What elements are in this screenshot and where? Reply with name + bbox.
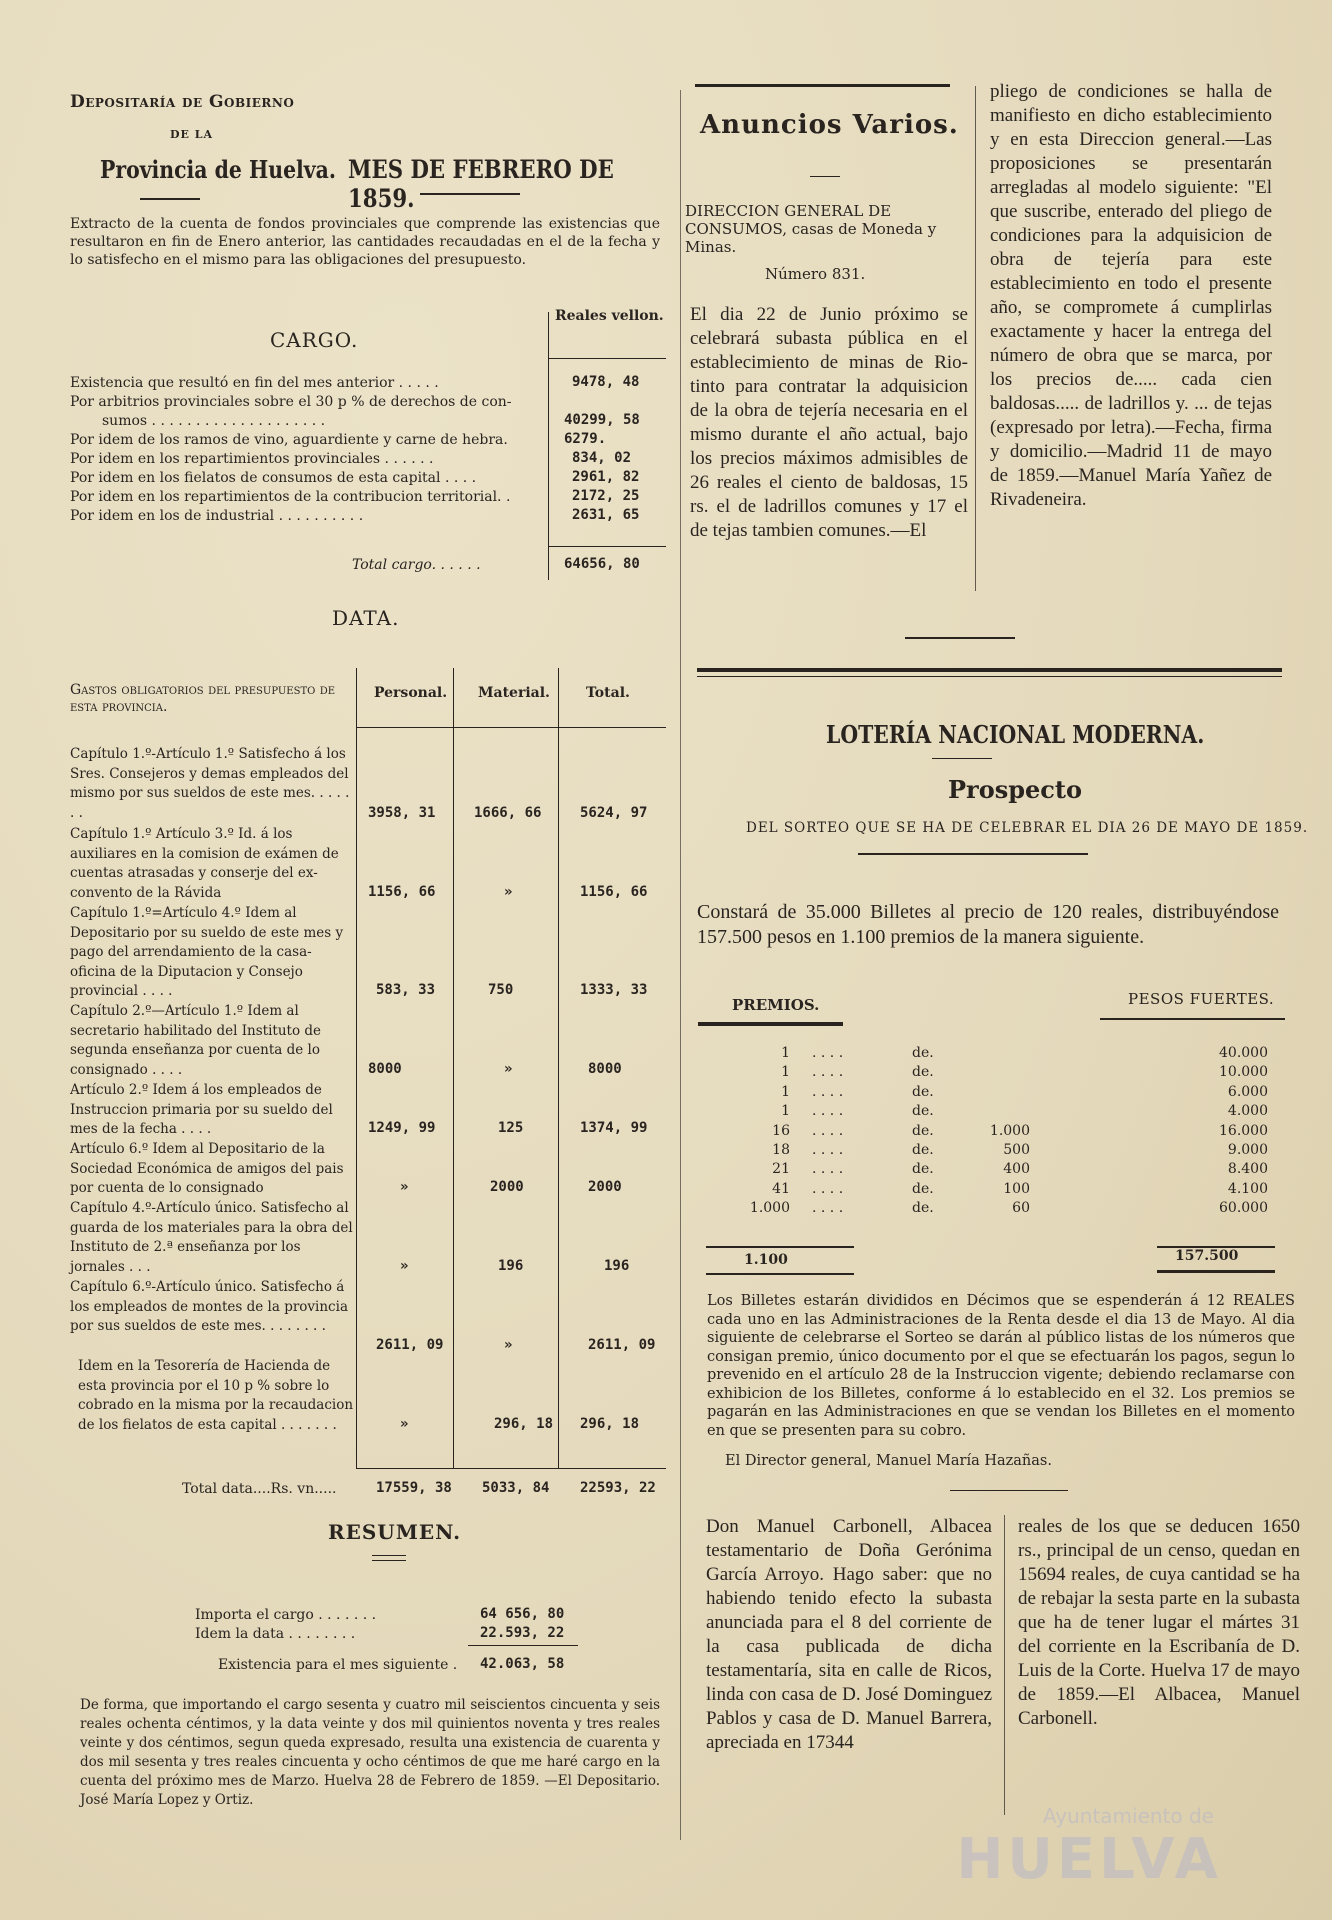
- prize-each: 500: [1003, 1142, 1030, 1158]
- prize-total: 10.000: [1219, 1064, 1268, 1080]
- prize-total: 60.000: [1219, 1200, 1268, 1216]
- prize-total: 4.100: [1227, 1181, 1268, 1197]
- cargo-row-value: 9478, 48: [572, 374, 640, 390]
- prize-count: 1: [781, 1064, 790, 1080]
- leader-dots: . . . .: [812, 1045, 844, 1061]
- prize-total: 8.400: [1227, 1161, 1268, 1177]
- cargo-row-value: 2961, 82: [572, 469, 640, 485]
- cargo-row-value: 2631, 65: [572, 507, 640, 523]
- resumen-data-value: 22.593, 22: [480, 1625, 565, 1641]
- prize-de: de.: [912, 1161, 934, 1177]
- depositaria-section: [70, 80, 670, 1840]
- leader-dots: . . . .: [812, 1084, 844, 1100]
- resumen-cargo-label: Importa el cargo . . . . . . .: [195, 1607, 377, 1623]
- cargo-row-label: Por arbitrios provinciales sobre el 30 p % de derechos de con-: [70, 394, 512, 410]
- data-row-total: 296, 18: [580, 1416, 640, 1432]
- prize-each: 400: [1003, 1161, 1030, 1177]
- cargo-col-header: Reales vellon.: [555, 308, 664, 324]
- data-row-label: Artículo 6.º Idem al Depositario de la Sociedad Económica de amigos del pais por cuenta de lo consignado: [70, 1141, 344, 1196]
- leader-dots: . . . .: [812, 1123, 844, 1139]
- data-row-label: Idem en la Tesorería de Hacienda de esta provincia por el 10 p % sobre lo cobrado en la misma por la recaudacion de los fielatos de esta capital . . . . . . .: [78, 1358, 354, 1433]
- data-row-personal: 1156, 66: [368, 884, 436, 900]
- leader-dots: . . . .: [812, 1181, 844, 1197]
- anuncios-title: Anuncios Varios.: [700, 110, 959, 140]
- cargo-row-value: 2172, 25: [572, 488, 640, 504]
- prize-total: 40.000: [1219, 1045, 1268, 1061]
- data-divider: [356, 668, 357, 1468]
- premios-header: PREMIOS.: [732, 996, 820, 1014]
- prize-each: 100: [1003, 1181, 1030, 1197]
- header-rule: [1100, 1018, 1285, 1020]
- provincia-heading: Provincia de Huelva.: [100, 155, 336, 184]
- ornament-rule: [905, 637, 1015, 639]
- data-row-label: Capítulo 1.º=Artículo 4.º Idem al Depositario por su sueldo de este mes y pago del arrendamiento de la casa-oficina de la Diputacion y Consejo provincial . . . .: [70, 905, 344, 999]
- depositaria-heading: Depositaría de Gobierno: [70, 92, 295, 112]
- data-total-material: 5033, 84: [482, 1480, 550, 1496]
- data-row-personal: »: [400, 1416, 409, 1432]
- anuncio-body-b: pliego de condiciones se halla de manifiesto en dicho establecimiento y en esta Direccion general.—Las proposiciones se presentarán arregladas al modelo siguiente: "El que suscribe, enterado del pliego de condiciones para la adquisicion de obra de tejería para este establecimiento en todo el presente año, se compromete á cumplirlas exactamente y hacer la entrega del número de obra que se marca, por los precios de..... cada cien baldosas..... de ladrillos y. ... de tejas (expresado por letra).—Fecha, firma y domicilio.—Madrid 11 de mayo de 1859.—Manuel María Yañez de Rivadeneira.: [990, 81, 1272, 510]
- loteria-signature: El Director general, Manuel María Hazañas.: [725, 1453, 1052, 1469]
- data-row-personal: 1249, 99: [368, 1120, 436, 1136]
- subcolumn-separator: [975, 86, 976, 591]
- data-row-material: 296, 18: [494, 1416, 554, 1432]
- section-rule: [697, 668, 1282, 672]
- header-rule: [356, 727, 666, 728]
- loteria-intro: Constará de 35.000 Billetes al precio de 120 reales, distribuyéndose 157.500 pesos en 1.100 premios de la manera siguiente.: [697, 901, 1279, 948]
- data-row-total: 1374, 99: [580, 1120, 648, 1136]
- data-row-total: 5624, 97: [580, 805, 648, 821]
- data-divider: [453, 668, 454, 1468]
- prize-count: 1: [781, 1045, 790, 1061]
- leader-dots: . . . .: [812, 1161, 844, 1177]
- prize-de: de.: [912, 1200, 934, 1216]
- data-total-personal: 17559, 38: [376, 1480, 452, 1496]
- prize-de: de.: [912, 1123, 934, 1139]
- data-row-material: 1666, 66: [474, 805, 542, 821]
- data-row-total: 196: [604, 1258, 630, 1274]
- anuncio-body-a: El dia 22 de Junio próximo se celebrará subasta pública en el establecimiento de minas de Rio-tinto para contratar la adquisicion de la obra de tejería necesaria en el mismo durante el año actual, bajo los precios máximos admisibles de 26 reales el ciento de baldosas, 15 rs. el de ladrillos comunes y 17 el de tejas tambien comunes.—El: [690, 304, 968, 541]
- data-total-total: 22593, 22: [580, 1480, 656, 1496]
- loteria-notes: Los Billetes estarán divididos en Décimos que se espenderán á 12 REALES cada uno en las Administraciones de la Renta desde el dia 13 de Mayo. Al dia siguiente de celebrarse el Sorteo se darán al público listas de los números que consigan premio, único documento por el que se efectuarán los pagos, segun lo prevenido en el artículo 28 de la Instruccion vigente; debiendo reclamarse con exhibicion de los Billetes, conforme á lo establecido en el 32. Los premios se pagarán en las Administraciones en que se vendan los Billetes en el momento en que se presenten para su cobro.: [707, 1293, 1295, 1439]
- prize-count: 21: [772, 1161, 790, 1177]
- data-row-material: 2000: [490, 1179, 524, 1195]
- data-row-personal: »: [400, 1179, 409, 1195]
- prize-count: 41: [772, 1181, 790, 1197]
- prize-total: 4.000: [1227, 1103, 1268, 1119]
- prize-each: 1.000: [989, 1123, 1030, 1139]
- prize-de: de.: [912, 1181, 934, 1197]
- prize-de: de.: [912, 1084, 934, 1100]
- depositaria-de-la: DE LA: [170, 128, 214, 141]
- data-row-label: Capítulo 6.º-Artículo único. Satisfecho á los empleados de montes de la provincia por sus sueldos de este mes. . . . . . . .: [70, 1279, 348, 1334]
- total-rule: [468, 1645, 578, 1646]
- ornament-rule: [372, 1555, 406, 1556]
- cargo-row-label: Por idem en los repartimientos de la contribucion territorial. .: [70, 489, 511, 505]
- extracto-text: Extracto de la cuenta de fondos provinciales que comprende las existencias que resultaron en fin de Enero anterior, las cantidades recaudadas en el de la fecha y lo satisfecho en el mismo para las obligaciones del presupuesto.: [70, 216, 660, 268]
- cargo-row-value: 6279.: [564, 431, 607, 447]
- data-total-header: Total.: [586, 685, 630, 701]
- resumen-existencia-value: 42.063, 58: [480, 1656, 565, 1672]
- sorteo-line: DEL SORTEO QUE SE HA DE CELEBRAR EL DIA 26 DE MAYO DE 1859.: [746, 820, 1309, 836]
- cargo-column-divider: [548, 312, 549, 580]
- data-row-label: Capítulo 4.º-Artículo único. Satisfecho al guarda de los materiales para la obra del Instituto de 2.ª enseñanza por los jornales . . .: [70, 1200, 353, 1275]
- data-row-label: Capítulo 1.º-Artículo 1.º Satisfecho á los Sres. Consejeros y demas empleados del mismo por sus sueldos de este mes. . . . . . .: [70, 746, 350, 821]
- data-row-material: »: [504, 884, 513, 900]
- data-divider: [558, 668, 559, 1468]
- ornament-rule: [140, 198, 200, 200]
- resumen-cargo-value: 64 656, 80: [480, 1606, 565, 1622]
- header-rule: [548, 358, 666, 359]
- pesos-header: PESOS FUERTES.: [1128, 990, 1275, 1008]
- data-title: DATA.: [332, 606, 400, 630]
- total-rule: [706, 1246, 854, 1248]
- prize-total: 6.000: [1227, 1084, 1268, 1100]
- column-separator: [680, 90, 681, 1840]
- data-row-personal: 3958, 31: [368, 805, 436, 821]
- cargo-row-label: Existencia que resultó en fin del mes anterior . . . . .: [70, 375, 439, 391]
- data-row-label: Artículo 2.º Idem á los empleados de Instruccion primaria por su sueldo del mes de la fecha . . . .: [70, 1082, 333, 1137]
- prize-count: 1.000: [749, 1200, 790, 1216]
- data-row-label: Capítulo 1.º Artículo 3.º Id. á los auxiliares en la comision de exámen de cuentas atrasadas y conserje del ex-convento de la Rávida: [70, 826, 339, 901]
- total-rule: [706, 1273, 854, 1275]
- prize-de: de.: [912, 1142, 934, 1158]
- ornament-rule: [372, 1560, 406, 1561]
- prize-count: 16: [772, 1123, 790, 1139]
- numero-label: Número 831.: [765, 265, 866, 283]
- section-rule: [697, 676, 1282, 677]
- prize-de: de.: [912, 1045, 934, 1061]
- leader-dots: . . . .: [812, 1103, 844, 1119]
- month-heading: MES DE FEBRERO DE 1859.: [348, 155, 614, 213]
- data-row-material: 196: [498, 1258, 524, 1274]
- data-row-material: 125: [498, 1120, 524, 1136]
- albacea-text-b: reales de los que se deducen 1650 rs., principal de un censo, quedan en 15694 reales, de cuya cantidad se ha de rebajar la sesta parte en la subasta que ha de tener lugar el mártes 31 del corriente en la Escribanía de D. Luis de la Corte. Huelva 17 de mayo de 1859.—El Albacea, Manuel Carbonell.: [1018, 1516, 1300, 1729]
- cargo-row-label: Por idem de los ramos de vino, aguardiente y carne de hebra.: [70, 432, 508, 448]
- ornament-rule: [950, 1490, 1068, 1491]
- total-premios: 1.100: [744, 1252, 788, 1268]
- cargo-total-label: Total cargo. . . . . .: [352, 557, 481, 573]
- data-row-personal: 583, 33: [376, 982, 436, 998]
- resumen-existencia-label: Existencia para el mes siguiente .: [218, 1657, 458, 1673]
- leader-dots: . . . .: [812, 1064, 844, 1080]
- data-total-label: Total data....Rs. vn.....: [182, 1481, 337, 1497]
- subcolumn-separator: [1004, 1515, 1005, 1815]
- total-rule: [1157, 1270, 1275, 1273]
- prospecto-title: Prospecto: [948, 775, 1082, 804]
- prize-de: de.: [912, 1064, 934, 1080]
- loteria-title: LOTERÍA NACIONAL MODERNA.: [826, 720, 1205, 749]
- prize-total: 9.000: [1227, 1142, 1268, 1158]
- total-pesos: 157.500: [1175, 1248, 1239, 1264]
- data-row-total: 2611, 09: [588, 1337, 656, 1353]
- ornament-rule: [810, 176, 840, 177]
- data-row-total: 1156, 66: [580, 884, 648, 900]
- leader-dots: . . . .: [812, 1142, 844, 1158]
- watermark-line2: HUELVA: [956, 1827, 1222, 1892]
- data-concept-header: Gastos obligatorios del presupuesto de esta provincia.: [70, 682, 336, 715]
- resumen-data-label: Idem la data . . . . . . . .: [195, 1626, 356, 1642]
- data-row-material: »: [504, 1061, 513, 1077]
- cargo-title: CARGO.: [270, 328, 359, 352]
- leader-dots: . . . .: [812, 1200, 844, 1216]
- resumen-title: RESUMEN.: [328, 1520, 462, 1544]
- ornament-rule: [932, 758, 992, 759]
- data-row-total: 8000: [588, 1061, 622, 1077]
- cargo-row-label: Por idem en los de industrial . . . . . . . . . .: [70, 508, 364, 524]
- data-material-header: Material.: [478, 685, 550, 701]
- total-rule: [356, 1468, 666, 1469]
- prize-count: 1: [781, 1084, 790, 1100]
- prize-each: 60: [1012, 1200, 1030, 1216]
- data-row-material: »: [504, 1337, 513, 1353]
- cargo-row-label: Por idem en los repartimientos provinciales . . . . . .: [70, 451, 434, 467]
- cargo-row-label: sumos . . . . . . . . . . . . . . . . . . . .: [102, 413, 326, 429]
- data-row-personal: 8000: [368, 1061, 402, 1077]
- data-row-total: 1333, 33: [580, 982, 648, 998]
- cargo-row-value: 834, 02: [572, 450, 632, 466]
- data-row-personal: 2611, 09: [376, 1337, 444, 1353]
- data-row-total: 2000: [588, 1179, 622, 1195]
- albacea-text-a: Don Manuel Carbonell, Albacea testamentario de Doña Gerónima García Arroyo. Hago saber: que no habiendo tenido efecto la subasta anunciada para el 8 del corriente de la casa publicada de dicha testamentaría, sita en calle de Ricos, linda con casa de D. José Dominguez Pablos y casa de D. Manuel Barrera, apreciada en 17344: [706, 1516, 992, 1753]
- cargo-row-value: 40299, 58: [564, 412, 640, 428]
- watermark-line1: Ayuntamiento de: [1042, 1804, 1214, 1828]
- prize-total: 16.000: [1219, 1123, 1268, 1139]
- prize-count: 18: [772, 1142, 790, 1158]
- cargo-row-label: Por idem en los fielatos de consumos de esta capital . . . .: [70, 470, 477, 486]
- resumen-text: De forma, que importando el cargo sesenta y cuatro mil seiscientos cincuenta y seis reales ochenta céntimos, y la data veinte y dos mil quinientos noventa y tres reales veinte y dos céntimos, segun queda expresado, resulta una existencia de cuarenta y dos mil sesenta y tres reales cincuenta y ocho céntimos de que me haré cargo en la cuenta del próximo mes de Marzo. Huelva 28 de Febrero de 1859. —El Depositario. José María Lopez y Ortiz.: [80, 1697, 660, 1808]
- data-personal-header: Personal.: [374, 685, 448, 701]
- cargo-total-value: 64656, 80: [564, 556, 640, 572]
- direccion-heading: DIRECCION GENERAL DE CONSUMOS, casas de Moneda y Minas.: [685, 202, 937, 256]
- total-rule: [548, 546, 666, 547]
- top-rule: [695, 84, 950, 87]
- prize-de: de.: [912, 1103, 934, 1119]
- ornament-rule: [420, 193, 520, 195]
- prize-count: 1: [781, 1103, 790, 1119]
- data-row-material: 750: [488, 982, 514, 998]
- header-rule: [698, 1022, 843, 1026]
- ornament-rule: [858, 853, 1088, 855]
- data-row-label: Capítulo 2.º—Artículo 1.º Idem al secretario habilitado del Instituto de segunda enseñanza por cuenta de lo consignado . . . .: [70, 1003, 321, 1078]
- data-row-personal: »: [400, 1258, 409, 1274]
